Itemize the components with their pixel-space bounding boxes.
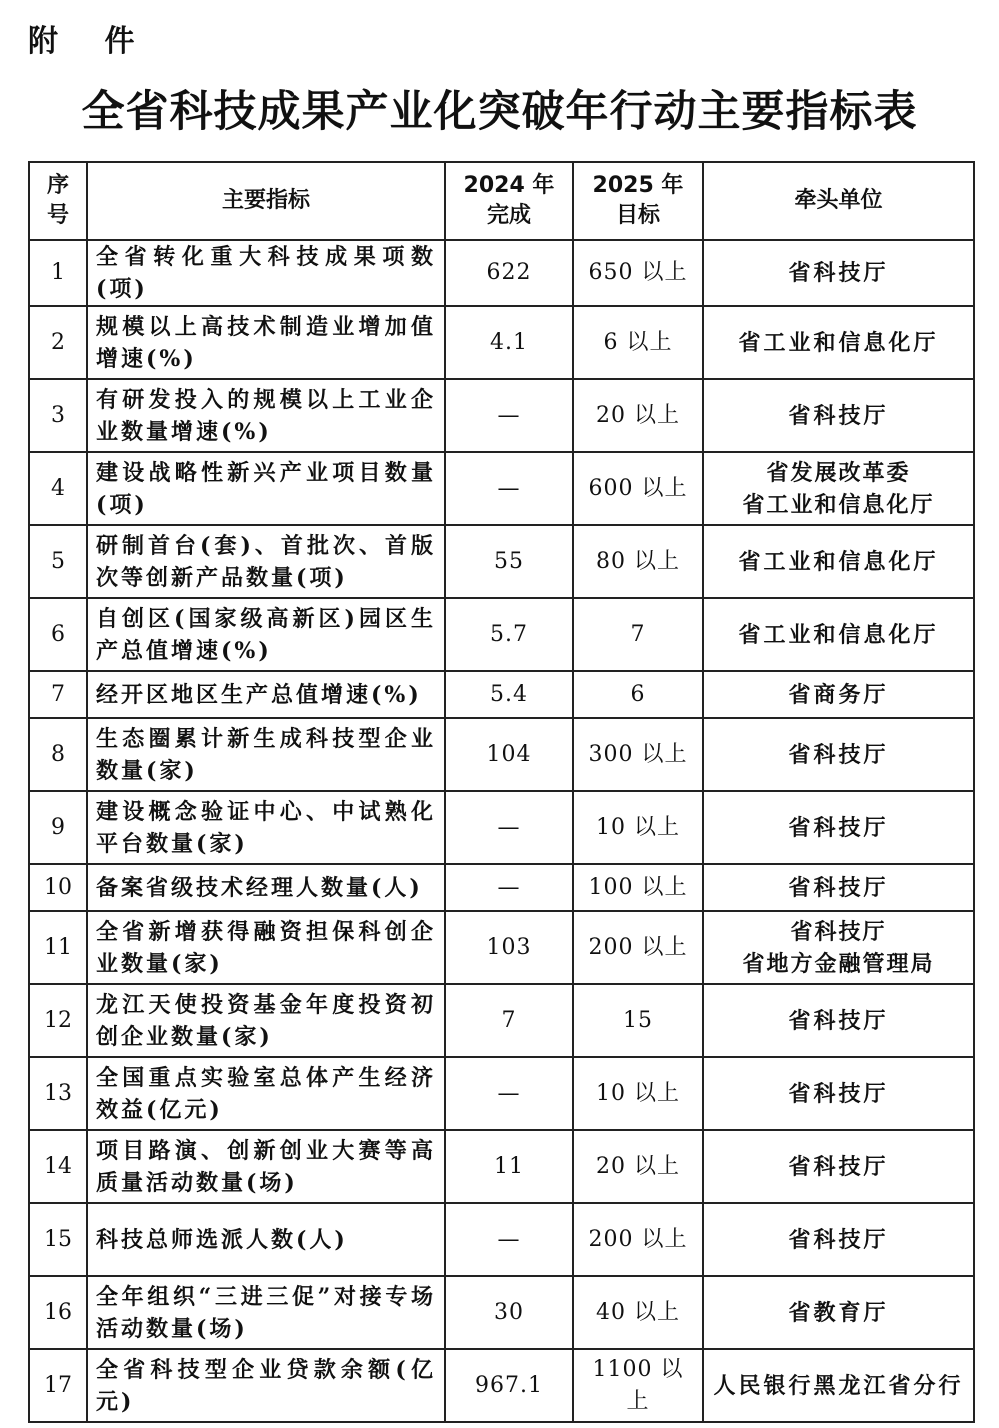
row-number: 16 bbox=[29, 1276, 87, 1349]
row-indicator: 生态圈累计新生成科技型企业数量(家) bbox=[87, 718, 445, 791]
table-row bbox=[29, 379, 974, 452]
row-2024-done: 30 bbox=[445, 1276, 573, 1349]
table-row bbox=[29, 1276, 974, 1349]
row-2025-target: 40 以上 bbox=[573, 1276, 703, 1349]
row-2024-done: — bbox=[445, 1057, 573, 1130]
row-lead-unit bbox=[703, 671, 974, 718]
row-2024-done: 55 bbox=[445, 525, 573, 598]
header-no: 序号 bbox=[29, 162, 87, 240]
row-2024-done: 103 bbox=[445, 911, 573, 984]
row-2025-target: 20 以上 bbox=[573, 1130, 703, 1203]
row-indicator: 自创区(国家级高新区)园区生产总值增速(%) bbox=[87, 598, 445, 671]
lead-unit-name: 省工业和信息化厅 bbox=[738, 329, 939, 356]
row-2025-target: 10 以上 bbox=[573, 1057, 703, 1130]
row-number: 17 bbox=[29, 1349, 87, 1422]
row-2025-target: 600 以上 bbox=[573, 452, 703, 525]
row-2025-target: 80 以上 bbox=[573, 525, 703, 598]
table-row bbox=[29, 452, 974, 525]
row-lead-unit bbox=[703, 984, 974, 1057]
lead-unit-name: 省科技厅 bbox=[788, 814, 889, 841]
row-2024-done: 5.7 bbox=[445, 598, 573, 671]
row-2024-done: — bbox=[445, 379, 573, 452]
table-row bbox=[29, 598, 974, 671]
row-indicator: 全省转化重大科技成果项数(项) bbox=[87, 240, 445, 306]
header-target-line2: 目标 bbox=[615, 203, 660, 228]
row-indicator: 科技总师选派人数(人) bbox=[87, 1203, 445, 1276]
header-unit: 牵头单位 bbox=[703, 162, 974, 240]
row-lead-unit bbox=[703, 240, 974, 306]
row-indicator: 建设概念验证中心、中试熟化平台数量(家) bbox=[87, 791, 445, 864]
lead-unit-name: 省科技厅 bbox=[790, 918, 887, 945]
row-lead-unit bbox=[703, 1203, 974, 1276]
table-row bbox=[29, 718, 974, 791]
lead-unit-name: 省工业和信息化厅 bbox=[742, 491, 935, 518]
row-2024-done: — bbox=[445, 791, 573, 864]
row-indicator: 建设战略性新兴产业项目数量(项) bbox=[87, 452, 445, 525]
lead-unit-name: 省商务厅 bbox=[788, 681, 889, 708]
lead-unit-name: 省科技厅 bbox=[788, 1226, 889, 1253]
row-2025-target: 7 bbox=[573, 598, 703, 671]
header-target bbox=[573, 162, 703, 240]
table-body bbox=[29, 240, 974, 1422]
lead-unit-name: 省科技厅 bbox=[788, 1080, 889, 1107]
row-number: 5 bbox=[29, 525, 87, 598]
row-lead-unit bbox=[703, 452, 974, 525]
row-number: 7 bbox=[29, 671, 87, 718]
row-lead-unit bbox=[703, 864, 974, 911]
row-2024-done: 622 bbox=[445, 240, 573, 306]
row-lead-unit bbox=[703, 598, 974, 671]
row-2024-done: 104 bbox=[445, 718, 573, 791]
row-number: 13 bbox=[29, 1057, 87, 1130]
table-row bbox=[29, 984, 974, 1057]
row-indicator: 全省科技型企业贷款余额(亿元) bbox=[87, 1349, 445, 1422]
row-2025-target: 20 以上 bbox=[573, 379, 703, 452]
row-indicator: 项目路演、创新创业大赛等高质量活动数量(场) bbox=[87, 1130, 445, 1203]
row-2024-done: 4.1 bbox=[445, 306, 573, 379]
table-row bbox=[29, 864, 974, 911]
row-2024-done: 11 bbox=[445, 1130, 573, 1203]
lead-unit-name: 省科技厅 bbox=[788, 741, 889, 768]
row-lead-unit bbox=[703, 525, 974, 598]
table-row bbox=[29, 306, 974, 379]
header-target-line1: 2025 年 bbox=[592, 173, 684, 198]
row-2025-target: 10 以上 bbox=[573, 791, 703, 864]
row-lead-unit bbox=[703, 1130, 974, 1203]
table-row bbox=[29, 1057, 974, 1130]
row-number: 4 bbox=[29, 452, 87, 525]
row-2025-target: 100 以上 bbox=[573, 864, 703, 911]
row-2025-target: 6 以上 bbox=[573, 306, 703, 379]
table-row bbox=[29, 240, 974, 306]
row-2024-done: 7 bbox=[445, 984, 573, 1057]
lead-unit-name: 省科技厅 bbox=[788, 1153, 889, 1180]
row-indicator: 龙江天使投资基金年度投资初创企业数量(家) bbox=[87, 984, 445, 1057]
lead-unit-name: 省地方金融管理局 bbox=[742, 950, 935, 977]
row-indicator: 有研发投入的规模以上工业企业数量增速(%) bbox=[87, 379, 445, 452]
row-2025-target: 650 以上 bbox=[573, 240, 703, 306]
row-number: 1 bbox=[29, 240, 87, 306]
row-number: 10 bbox=[29, 864, 87, 911]
lead-unit-name: 省科技厅 bbox=[788, 260, 889, 286]
row-lead-unit bbox=[703, 306, 974, 379]
row-number: 2 bbox=[29, 306, 87, 379]
lead-unit-name: 人民银行黑龙江省分行 bbox=[713, 1372, 964, 1399]
header-done bbox=[445, 162, 573, 240]
row-lead-unit bbox=[703, 718, 974, 791]
table-header-row bbox=[29, 162, 974, 240]
page-title: 全省科技成果产业化突破年行动主要指标表 bbox=[81, 87, 918, 137]
row-2025-target: 200 以上 bbox=[573, 911, 703, 984]
table-row bbox=[29, 1203, 974, 1276]
header-done-line2: 完成 bbox=[486, 203, 531, 228]
row-2024-done: 967.1 bbox=[445, 1349, 573, 1422]
row-lead-unit bbox=[703, 911, 974, 984]
table-row bbox=[29, 1349, 974, 1422]
table-row bbox=[29, 671, 974, 718]
row-indicator: 全年组织“三进三促”对接专场活动数量(场) bbox=[87, 1276, 445, 1349]
row-number: 9 bbox=[29, 791, 87, 864]
row-2024-done: 5.4 bbox=[445, 671, 573, 718]
row-indicator: 研制首台(套)、首批次、首版次等创新产品数量(项) bbox=[87, 525, 445, 598]
lead-unit-name: 省发展改革委 bbox=[766, 459, 911, 486]
row-indicator: 规模以上高技术制造业增加值增速(%) bbox=[87, 306, 445, 379]
row-2024-done: — bbox=[445, 452, 573, 525]
row-2024-done: — bbox=[445, 1203, 573, 1276]
lead-unit-name: 省工业和信息化厅 bbox=[738, 621, 939, 648]
lead-unit-name: 省工业和信息化厅 bbox=[738, 548, 939, 575]
header-indicator: 主要指标 bbox=[87, 162, 445, 240]
table-row bbox=[29, 911, 974, 984]
row-number: 6 bbox=[29, 598, 87, 671]
row-lead-unit bbox=[703, 1057, 974, 1130]
lead-unit-name: 省教育厅 bbox=[788, 1299, 889, 1326]
row-indicator: 全省新增获得融资担保科创企业数量(家) bbox=[87, 911, 445, 984]
row-lead-unit bbox=[703, 791, 974, 864]
row-number: 11 bbox=[29, 911, 87, 984]
row-2025-target: 6 bbox=[573, 671, 703, 718]
attachment-label: 附 件 bbox=[28, 24, 153, 59]
row-2024-done: — bbox=[445, 864, 573, 911]
row-number: 15 bbox=[29, 1203, 87, 1276]
row-2025-target: 15 bbox=[573, 984, 703, 1057]
lead-unit-name: 省科技厅 bbox=[788, 1007, 889, 1034]
table-row bbox=[29, 1130, 974, 1203]
table-row bbox=[29, 525, 974, 598]
lead-unit-name: 省科技厅 bbox=[788, 874, 889, 901]
row-number: 12 bbox=[29, 984, 87, 1057]
table-row bbox=[29, 791, 974, 864]
row-2025-target: 200 以上 bbox=[573, 1203, 703, 1276]
indicator-table bbox=[28, 161, 975, 1423]
row-number: 14 bbox=[29, 1130, 87, 1203]
header-done-line1: 2024 年 bbox=[463, 173, 555, 198]
row-number: 3 bbox=[29, 379, 87, 452]
row-indicator: 经开区地区生产总值增速(%) bbox=[87, 671, 445, 718]
lead-unit-name: 省科技厅 bbox=[788, 402, 889, 429]
row-2025-target: 1100 以上 bbox=[573, 1349, 703, 1422]
row-lead-unit bbox=[703, 1349, 974, 1422]
row-2025-target: 300 以上 bbox=[573, 718, 703, 791]
row-lead-unit bbox=[703, 379, 974, 452]
row-indicator: 备案省级技术经理人数量(人) bbox=[87, 864, 445, 911]
row-indicator: 全国重点实验室总体产生经济效益(亿元) bbox=[87, 1057, 445, 1130]
row-number: 8 bbox=[29, 718, 87, 791]
row-lead-unit bbox=[703, 1276, 974, 1349]
